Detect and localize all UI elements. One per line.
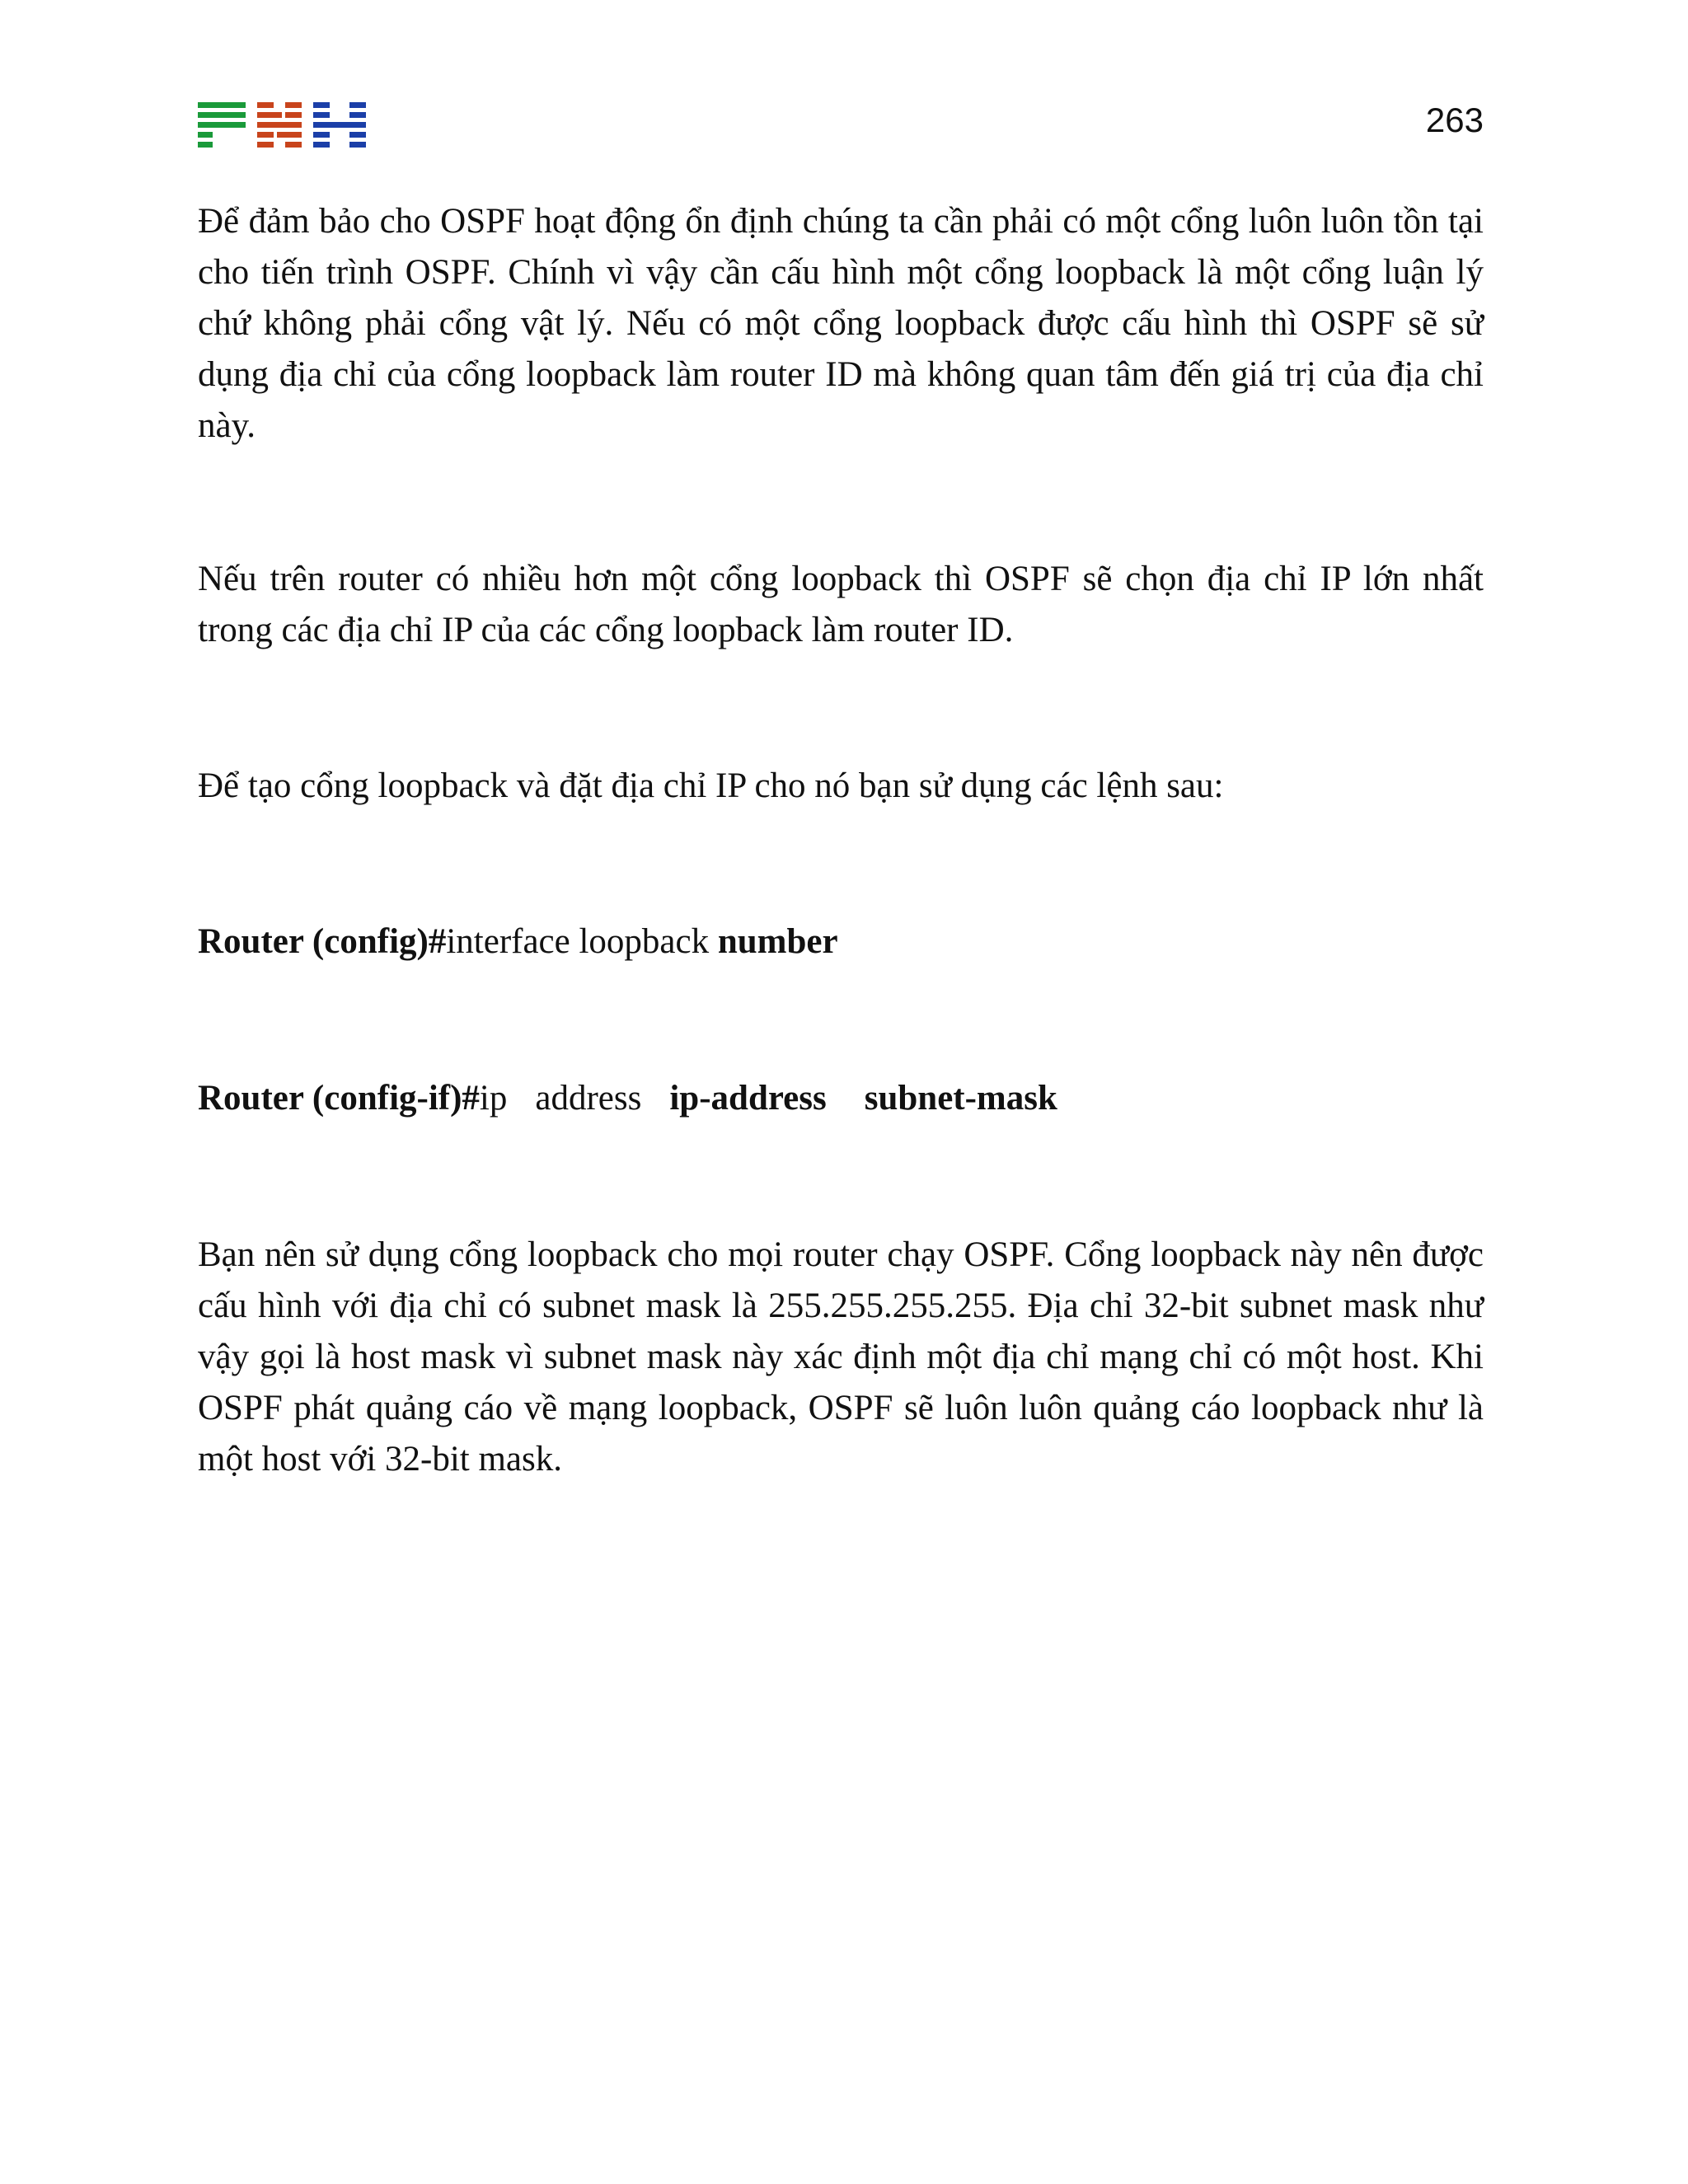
paragraph-loopback-intro: Để đảm bảo cho OSPF hoạt động ổn định chúng ta cần phải có một cổng luôn luôn tồn tại cho tiến trình OSPF. Chính vì vậy cần cấu hình một cổng loopback là một cổng luận lý chứ không phải cổng vật lý. Nếu có một cổng loopback được cấu hình thì OSPF sẽ sử dụng địa chỉ của cổng loopback làm router ID mà không quan tâm đến giá trị của địa chỉ này. <box>198 202 1484 445</box>
command-argument: subnet-mask <box>864 1079 1057 1118</box>
command-ip-address <box>198 1073 1057 1124</box>
command-keyword: ip <box>479 1079 508 1118</box>
page-number: 263 <box>1425 101 1484 139</box>
paragraph-loopback-host-mask: Bạn nên sử dụng cổng loopback cho mọi router chạy OSPF. Cổng loopback này nên được cấu hình với địa chỉ có subnet mask là 255.255.255.255. Địa chỉ 32-bit subnet mask như vậy gọi là host mask vì subnet mask này xác định một địa chỉ mạng chỉ có một host. Khi OSPF phát quảng cáo về mạng loopback, OSPF sẽ luôn luôn quảng cáo loopback như là một host với 32-bit mask. <box>198 1235 1484 1479</box>
command-prompt: Router (config-if)# <box>198 1079 480 1118</box>
command-keyword: address <box>535 1079 642 1118</box>
command-argument: number <box>717 922 838 961</box>
command-keyword: interface loopback <box>446 922 718 961</box>
paragraph-commands-intro: Để tạo cổng loopback và đặt địa chỉ IP cho nó bạn sử dụng các lệnh sau: <box>198 766 1224 805</box>
paragraph-multiple-loopbacks: Nếu trên router có nhiều hơn một cổng loopback thì OSPF sẽ chọn địa chỉ IP lớn nhất trong các địa chỉ IP của các cổng loopback làm router ID. <box>198 560 1484 649</box>
command-prompt: Router (config)# <box>198 922 447 961</box>
pnh-logo <box>198 102 366 148</box>
command-interface-loopback <box>198 916 838 968</box>
command-argument: ip-address <box>669 1079 827 1118</box>
